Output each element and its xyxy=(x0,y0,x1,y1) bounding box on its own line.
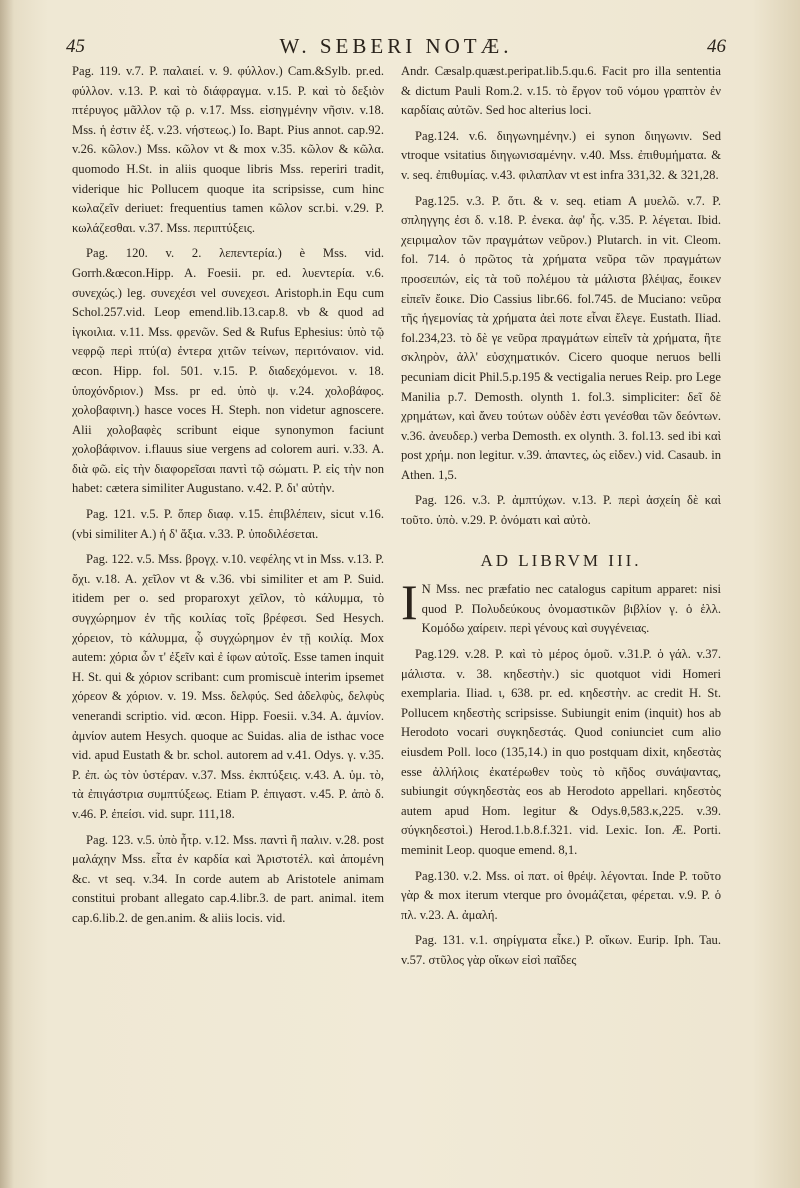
note-pag-125: Pag.125. v.3. P. ὅτι. & v. seq. etiam A μυελῶ. v.7. P. σπληγγης ἐσι δ. v.18. P. ἐνεκα. ἀφ' ἧς. v.35. P. λέγεται. Ibid. χειριμαλον τῶν πραγμάτων νεῦρον.) Plutarch. in vit. Cleom. fol. 714. ὁ πρῶτος τὰ χρήματα νεῦρα τῶν πραγμάτων προσειπών, εἰς τὰ τοῦ πολέμου τὰ μάλιστα βλέψας, ἔοικεν εἰπεῖν ἔοικε. Dio Cassius libr.66. fol.745. de Muciano: νεῦρα τῆς ἡγεμονίας τὰ χρήματα ἀεὶ ποτε εἶναι ἔλεγε. Eustath. Iliad. fol.234,23. τὸ δὲ γε νεῦρα πραγμάτων εἰπεῖν τὰ χρήματα, ἢτε σκληρὸν, ἀλλ' εὐσχηματικόν. Cicero quoque neruos belli pecuniam dicit Phil.5.p.195 & vectigalia nerues Reip. pro Lege Manilia p.7. Demosth. olynth 1. fol.3. simpliciter: δεῖ δὲ χρημάτων, καὶ ἄνευ τούτων οὐδὲν ἐστι γενέσθαι τῶν δεόντων. v.36. ἀνευδερ.) verba Demosth. ex olynth. 3. fol.13. sed ibi καὶ post χρήμ. non legitur. v.39. ἁπαντες, ὡς εἰδεν.) vid. Casaub. in Athen. 1,5. xyxy=(401,193,721,482)
note-pag-131: Pag. 131. v.1. σηρίγματα εἶκε.) P. οἴκων. Eurip. Iph. Tau. v.57. στῦλος γὰρ οἴκων εἰσὶ παῖδες xyxy=(401,933,721,967)
note-pag-119: Pag. 119. v.7. P. παλαιεί. v. 9. φύλλον.) Cam.&Sylb. pr.ed. φύλλον. v.13. P. καὶ τὸ διάφραγμα. v.15. P. καὶ τὸ δεξιὸν πτέρυγος μᾶλλον τῷ ρ. v.17. Mss. εἰσηγμένην νῆσιν. v.18. Mss. ἡ ἐστιν ἐξ. v.23. νήστεως.) Io. Bapt. Pius annot. cap.92. v.26. κῶλον.) Mss. κῶλον vt & mox v.35. κῶλον & κῶλα. quomodo H.St. in aliis quoque libris Mss. reperiri tradit, viderique hic Pollucem quoque ita scripsisse, cum hinc κωλαζεῖν deriuet: frequentius tamen κῶλον scr.bi. v.29. P. κωλάζεσθαι. v.37. Mss. περιπτύξεις. xyxy=(72,64,384,235)
note-pag-130: Pag.130. v.2. Mss. οἱ πατ. οἱ θρέψ. λέγονται. Inde P. τοῦτο γὰρ & mox iterum vterque pro ὀνομάζεται, φέρεται. v.9. P. ὁ πλ. v.23. A. ἀμαλή. xyxy=(401,868,721,922)
intro-paragraph xyxy=(401,574,721,639)
note-pag-124: Pag.124. v.6. διηγωνημένην.) ei synon διηγωνιν. Sed vtroque vsitatius διηγωνισαμένην. v.40. Mss. ἐπιθυμήματα. & v. seq. ἐπιθυμίας. v.43. φιλαπλαν vt est infra 331,32. & 321,28. xyxy=(401,128,721,182)
note-pag-120: Pag. 120. v. 2. λεπεντερία.) è Mss. vid. Gorrh.&œcon.Hipp. A. Foesii. pr. ed. λυεντερία. v.6. συνεχώς.) leg. συνεχέσι vel συνεχεσι. Aristoph.in Equ cum Schol.257.vid. Leop emend.lib.13.cap.8. vb & quod ad ἰγκοιλια. v.11. Mss. φρενῶν. Sed & Rufus Ephesius: ὑπὸ τῷ νεφρῷ περὶ πτύ(α) ἐντερα χιτῶν τείνων, περιτόναιον. vid. œcon. Hipp. fol. 501. v.15. P. διαδεχόμενοι. v. 18. ὑποχόνδριον.) Mss. pr ed. ὑπὸ ψ. v.24. χολοβάφος. χολοβαφινη.) hasce voces H. Steph. non videtur agnoscere. Alii χολοβαφὲς scribunt eique synonymon faciunt χολοβάφινον. i.flauus siue vergens ad colorem auri. v.33. A. διὰ φῶ. εἰς τὴν διαφορεῖσαι παντὶ τῷ σώματι. P. εἰς τὴν non habet: cætera similiter Augustano. v.42. P. δι' αὐτὴν. xyxy=(72,246,384,496)
running-title: W. SEBERI NOTÆ. xyxy=(279,34,513,58)
note-pag-121: Pag. 121. v.5. P. ὅπερ διαφ. v.15. ἐπιβλέπειν, sicut v.16. (vbi similiter A.) ἡ δ' ἄξια. v.33. P. ὑποδιλέσεται. xyxy=(72,507,384,541)
section-heading: AD LIBRVM III. xyxy=(480,550,642,570)
drop-cap: I xyxy=(401,574,418,631)
page-number-left: 45 xyxy=(66,36,85,57)
left-column xyxy=(72,62,384,935)
gutter-shadow xyxy=(0,0,14,1188)
note-pag-129: Pag.129. v.28. P. καὶ τὸ μέρος ὁμοῦ. v.31.P. ὁ γάλ. v.37. μάλιστα. v. 38. κηδεστὴν.) sic quotquot vidi Homeri exemplaria. Iliad. ι, 638. pr. ed. κηδεστὴν. ac credit H. St. Pollucem κηδεστὴς scripsisse. Subiungit enim (inquit) hos ab Herodoto vocari συγκηδεστάς. Quod coniunciet cum alio eiusdem Poll. loco (135,14.) in quo postquam dixit, κηδεστὰς esse ἀλλήλοις ἐκατέρωθεν τοὺς τὸ κῆδος συνάψαντας, subiungit σύγκηδεστὰς eos ab Herodoto appellari. κηδεστὸς autem apud Hom. legitur & Odys.θ,583.κ,225. v.39. σύγκηδεστοὶ.) Herod.1.b.8.f.321. vid. Lexic. Ion. Æ. Porti. meminit Leop. quoque emend. 8,1. xyxy=(401,647,721,857)
running-head xyxy=(66,34,726,60)
intro-text: N Mss. nec præfatio nec catalogus capitum apparet: nisi quod P. Πολυδεύκους ὀνομαστικῶν βιβλίον γ. ὁ ἑλλ. Κομόδω χαίρειν. περὶ γένους καὶ συγγένειας. xyxy=(421,582,721,636)
note-pag-122: Pag. 122. v.5. Mss. βρογχ. v.10. νεφέλης vt in Mss. v.13. P. ὄχι. v.18. A. χεῖλον vt & v.36. vbi similiter et am P. Suid. itidem per ο. sed proparoxyt χεῖλον, τὸ κάλυμμα, τὸ συγχώρημον ἐν τῆς κοιλίας τοῖς βρέφεσι. Sed Hesych. χόρειον, τὸ κάλυμμα, ᾧ συγχώρημον ἐν τῇ κοιλίᾳ. Mox autem: χόρια ὧν τ' ἐξεῖν καὶ ἐ ίφων αὐτοῖς. Esse tamen inquit H. St. qui & χόριον scribant: cum promiscuè interim ipsemet χόρεον & χόριον. v. 19. Mss. δελφύς. Sed ἀδελφὺς, δελφὺς venerandi scriptio. vid. œcon. Hipp. Foesii. v.34. A. ἀμνίον. ἀμνίον autem Hesych. quoque ac Suidas. alia de isthac voce vid. apud Eustath & br. schol. autorem ad v.41. Odys. γ. v.35. P. ἐπ. ὡς τὸν ὑστέραν. v.37. Mss. ἐκπτύξεις. v.43. A. ὑμ. τὸ, τὰ ἐπιγάστρια συμπτύξεως. Etiam P. ἐπιγαστ. v.45. P. ἀπὸ δ. v.46. P. ἐπείσι. vid. supr. 111,18. xyxy=(72,552,384,821)
note-pag-126: Pag. 126. v.3. P. ἀμπτύχων. v.13. P. περὶ ἀσχείη δὲ καὶ τοῦτο. ὑπὸ. v.29. P. ὀνόματι καὶ αὐτὸ. xyxy=(401,493,721,528)
note-pag-123: Pag. 123. v.5. ὑπὸ ἦτρ. v.12. Mss. παντὶ ἢ παλιν. v.28. post μαλάχην Mss. εἶτα ἐν καρδία καὶ Ἀριστοτέλ. καὶ ἀπομένη &c. vt seq. v.34. In corde autem ab Aristotele animam constitui probant allegato cap.4.libr.3. de part. animal. item cap.6.lib.2. de gen.anim. & aliis locis. vid. xyxy=(72,832,384,925)
right-column xyxy=(401,62,721,977)
note-continuation: Andr. Cæsalp.quæst.peripat.lib.5.qu.6. Facit pro illa sententia & dictum Pauli Rom.2. v.15. τὸ ἔργον τοῦ νόμου γραπτὸν ἐν καρδίαις αὐτῶν. Sed hoc alterius loci. xyxy=(401,64,721,118)
page-number-right: 46 xyxy=(707,36,726,57)
